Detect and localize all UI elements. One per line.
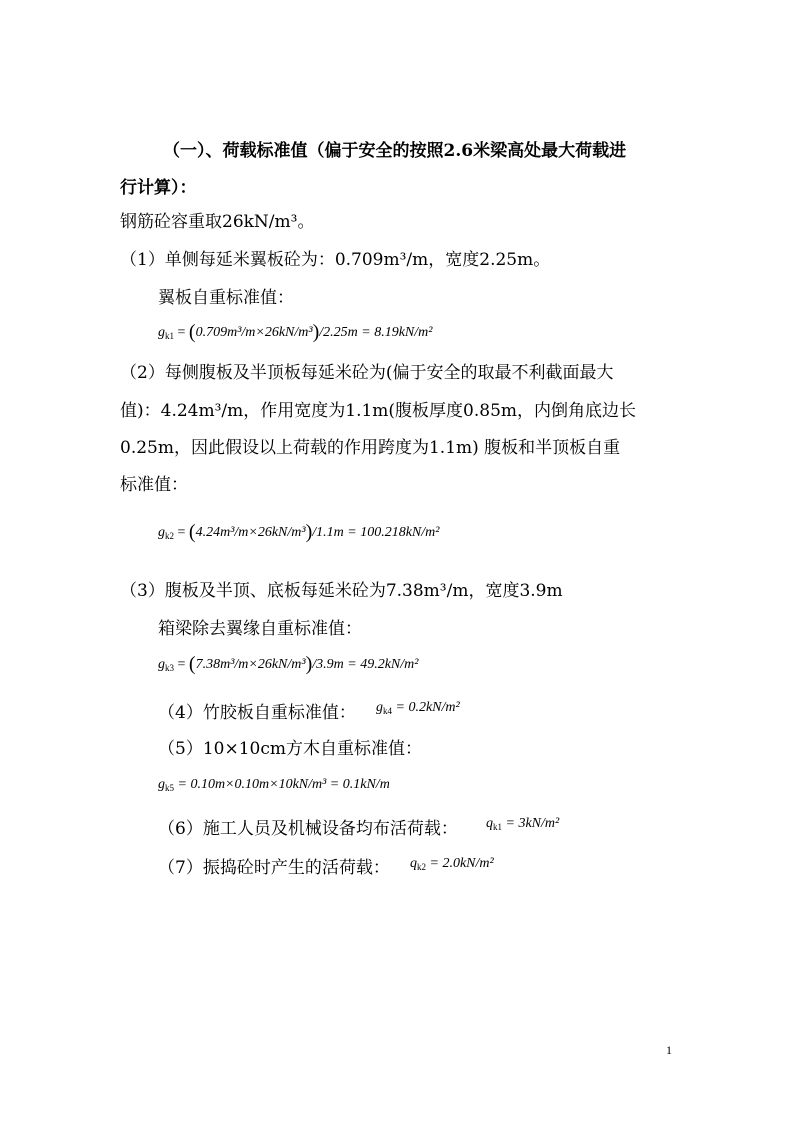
- item-3-text: （3）腹板及半顶、底板每延米砼为7.38m³/m，宽度3.9m: [120, 581, 563, 601]
- item-2-line-4: 标准值：: [120, 475, 188, 495]
- item-3-label: 箱梁除去翼缘自重标准值：: [158, 619, 362, 639]
- formula-gk4: $g_{k4} = 0.2kN/m^2$: [376, 700, 460, 716]
- formula-gk3: $g_{k3} = (7.38m^3/m\times 26kN/m^3)/3.9m = 49.2kN/m^2$: [158, 653, 419, 675]
- concrete-density-text: 钢筋砼容重取26kN/m³。: [120, 212, 315, 232]
- page-number: 1: [666, 1043, 672, 1057]
- section-heading-line-2: 行计算）：: [120, 178, 197, 198]
- item-4-text: （4）竹胶板自重标准值：: [158, 703, 356, 723]
- item-2-line-3: 0.25m，因此假设以上荷载的作用跨度为1.1m) 腹板和半顶板自重: [120, 438, 621, 458]
- item-5-text: （5）10×10cm方木自重标准值：: [158, 739, 422, 759]
- item-2-line-2: 值)：4.24m³/m，作用宽度为1.1m(腹板厚度0.85m，内倒角底边长: [120, 401, 637, 421]
- formula-gk2: $g_{k2} = (4.24m^3/m\times 26kN/m^3)/1.1m = 100.218kN/m^2$: [158, 521, 440, 543]
- item-7-text: （7）振捣砼时产生的活荷载：: [158, 858, 390, 878]
- section-heading-line-1: （一）、荷载标准值（偏于安全的按照2.6米梁高处最大荷载进: [163, 141, 627, 161]
- formula-qk2: $q_{k2} = 2.0kN/m^2$: [410, 856, 494, 872]
- item-6-text: （6）施工人员及机械设备均布活荷载：: [158, 819, 458, 839]
- formula-gk1: $g_{k1} = (0.709m^3/m\times 26kN/m^3)/2.25m = 8.19kN/m^2$: [158, 321, 433, 343]
- formula-qk1: $q_{k1} = 3kN/m^2$: [486, 816, 560, 832]
- formula-gk5: $g_{k5} = 0.10m\times 0.10m\times 10kN/m^3 = 0.1kN/m$: [158, 777, 390, 793]
- item-2-line-1: （2）每侧腹板及半顶板每延米砼为(偏于安全的取最不利截面最大: [120, 363, 614, 383]
- item-1-label: 翼板自重标准值：: [158, 288, 294, 308]
- item-1-text: （1）单侧每延米翼板砼为：0.709m³/m，宽度2.25m。: [120, 250, 551, 270]
